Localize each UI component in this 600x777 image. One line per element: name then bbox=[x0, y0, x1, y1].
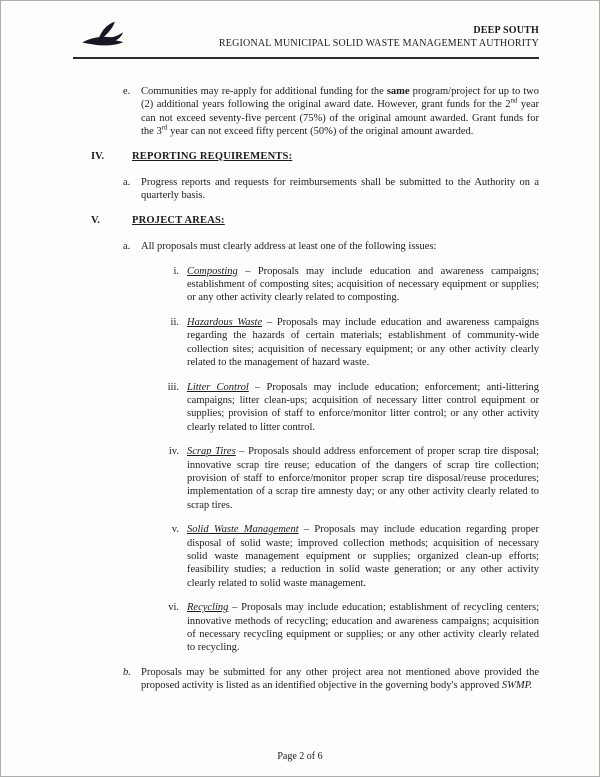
list-item-b-other-areas bbox=[73, 666, 539, 693]
project-area-term: Recycling bbox=[187, 602, 229, 614]
flying-duck-logo-icon bbox=[79, 19, 129, 51]
ordinal-superscript: rd bbox=[161, 123, 168, 132]
page-header bbox=[73, 19, 539, 51]
project-area-term: Scrap Tires bbox=[187, 446, 236, 458]
page-number-footer: Page 2 of 6 bbox=[277, 751, 323, 762]
ordinal-superscript: nd bbox=[510, 96, 518, 105]
paragraph-text: All proposals must clearly address at least one of the following issues: bbox=[141, 241, 437, 253]
text-segment: Communities may re-apply for additional funding for the bbox=[141, 86, 387, 97]
text-segment: year can not exceed seventy-five percent (75%) of the original amount awarded. Grant funds for the 3 bbox=[141, 99, 539, 138]
project-area-term: Hazardous Waste bbox=[187, 316, 263, 328]
project-area-term: Litter Control bbox=[187, 381, 249, 393]
list-item-a-project-areas bbox=[73, 240, 539, 253]
list-marker: iv. bbox=[168, 446, 179, 458]
text-segment: – Proposals may include education; establishment of recycling centers; innovative methods of recycling; education and awareness campaigns; acquisition of necessary recycling equipment or supplies; or any other activity clearly related to recycling. bbox=[187, 602, 539, 654]
paragraph-text: Progress reports and requests for reimbursements shall be submitted to the Authority on a quarterly basis. bbox=[141, 177, 539, 202]
project-area-item-solid-waste-management bbox=[73, 523, 539, 590]
paragraph-text bbox=[187, 265, 539, 305]
text-segment: – Proposals may include education regarding proper disposal of solid waste; improved collection methods; acquisition of necessary solid waste management equipment or supplies; organized clean-up efforts; feasibility studies; a reduction in solid waste generation; or any other activity clearly related to solid waste management. bbox=[187, 524, 539, 589]
list-marker: e. bbox=[123, 86, 131, 97]
swmp-term: SWMP bbox=[501, 680, 530, 692]
org-title-block bbox=[129, 19, 539, 50]
document-body bbox=[73, 85, 539, 704]
list-marker: b. bbox=[123, 666, 131, 678]
list-marker: i. bbox=[173, 265, 179, 277]
text-segment: . bbox=[529, 680, 533, 692]
paragraph-text bbox=[187, 601, 539, 655]
text-segment: – Proposals may include education and awareness campaigns regarding the hazards of certain materials; establishment of community-wide collection sites; acquisition of necessary equipment; or any other activity clearly related to the management of hazard waste. bbox=[187, 316, 539, 369]
org-name-line1: DEEP SOUTH bbox=[473, 25, 539, 36]
text-segment: year can not exceed fifty percent (50%) of the original amount awarded. bbox=[167, 126, 474, 138]
paragraph-text bbox=[141, 666, 539, 693]
paragraph-text bbox=[187, 316, 539, 370]
text-segment: – Proposals may include education; enforcement; anti-littering campaigns; litter clean-ups; acquisition of necessary litter control equipment or supplies; provision of staff to enforce/monitor litter control; or any other activity clearly related to litter control. bbox=[187, 381, 539, 433]
project-area-item-hazardous-waste bbox=[73, 316, 539, 370]
text-segment: – Proposals may include education and awareness campaigns; establishment of composting sites; acquisition of necessary equipment or supplies; or any other activity clearly related to composting. bbox=[187, 265, 539, 304]
list-item-e bbox=[73, 85, 539, 139]
project-area-item-scrap-tires bbox=[73, 445, 539, 512]
list-marker: ii. bbox=[170, 316, 179, 328]
section-number: IV. bbox=[91, 150, 104, 162]
text-segment: program/project for up to two (2) additional years following the original award date. However, grant funds for the 2 bbox=[141, 86, 539, 111]
list-item-a-reporting bbox=[73, 176, 539, 203]
project-area-item-recycling bbox=[73, 601, 539, 655]
text-segment: – Proposals should address enforcement of proper scrap tire disposal; innovative scrap tire reuse; education of the dangers of scrap tire collection; provision of staff to enforce/monitor proper scrap tire disposal/reuse procedures; implementation of a scrap tire amnesty day; or any other activity clearly related to scrap tires. bbox=[187, 446, 539, 511]
bold-text-segment: same bbox=[386, 86, 410, 97]
project-area-term: Solid Waste Management bbox=[187, 524, 299, 536]
header-divider bbox=[73, 57, 539, 59]
paragraph-text bbox=[187, 445, 539, 512]
list-marker: a. bbox=[123, 177, 131, 189]
section-title: PROJECT AREAS: bbox=[132, 214, 225, 226]
list-marker: a. bbox=[123, 241, 131, 253]
text-segment: Proposals may be submitted for any other project area not mentioned above provided the proposed activity is listed as an identified objective in the governing body's approved bbox=[141, 666, 539, 692]
org-name-line2: REGIONAL MUNICIPAL SOLID WASTE MANAGEMENT AUTHORITY bbox=[218, 37, 539, 49]
section-number: V. bbox=[91, 214, 100, 226]
paragraph-text bbox=[187, 381, 539, 435]
project-area-term: Composting bbox=[187, 265, 238, 277]
project-area-item-litter-control bbox=[73, 381, 539, 435]
list-marker: v. bbox=[171, 524, 179, 536]
paragraph-text bbox=[141, 85, 539, 139]
list-marker: iii. bbox=[167, 381, 179, 393]
list-marker: vi. bbox=[168, 602, 179, 614]
paragraph-text bbox=[187, 523, 539, 590]
section-heading-project-areas bbox=[73, 214, 539, 227]
section-title: REPORTING REQUIREMENTS: bbox=[132, 150, 293, 162]
project-area-item-composting bbox=[73, 265, 539, 305]
section-heading-reporting-requirements bbox=[73, 150, 539, 163]
